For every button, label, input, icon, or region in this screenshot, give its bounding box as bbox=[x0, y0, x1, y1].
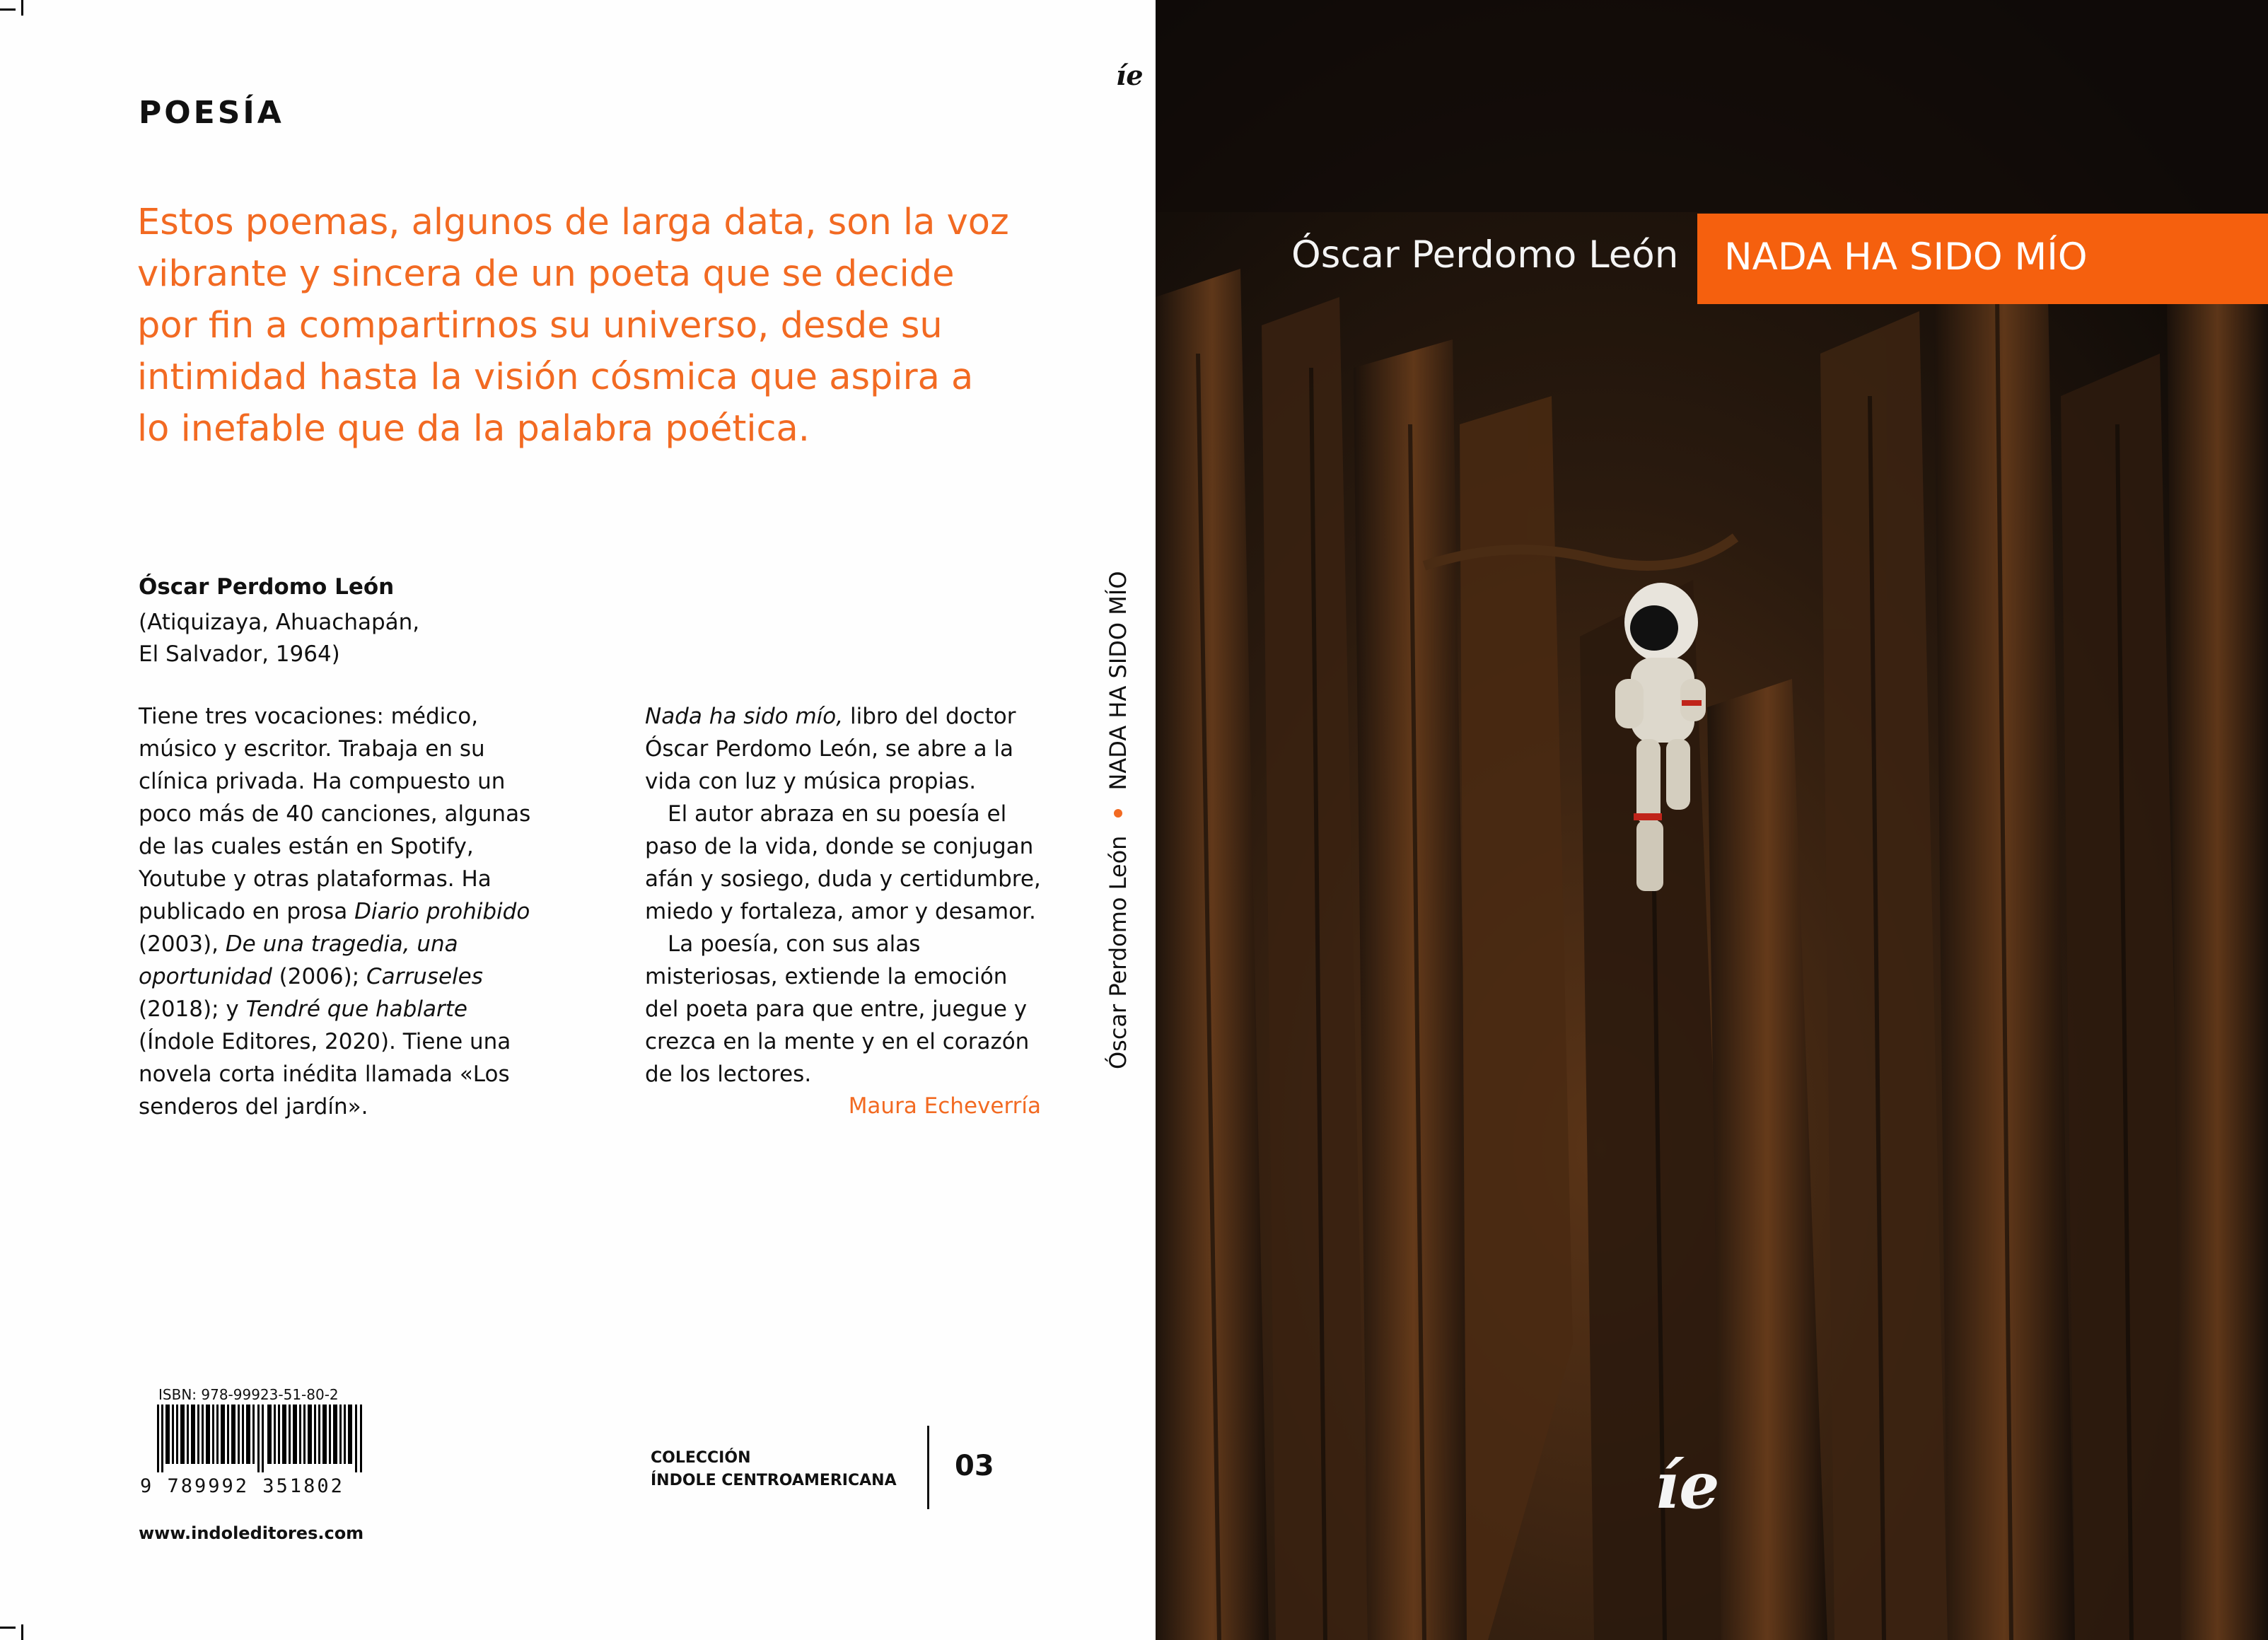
author-origin bbox=[139, 607, 419, 670]
front-title: NADA HA SIDO MÍO bbox=[1724, 235, 2088, 279]
collection-label-line: COLECCIÓN bbox=[651, 1449, 751, 1467]
collection-number: 03 bbox=[955, 1450, 994, 1482]
bio-work-title: Tendré que hablarte bbox=[245, 996, 467, 1022]
spine-author: Óscar Perdomo León bbox=[1105, 835, 1132, 1069]
spine-title: NADA HA SIDO MÍO bbox=[1105, 571, 1132, 791]
review-paragraph: El autor abraza en su poesía el paso de la vida, donde se conjugan afán y sosiego, duda y certidumbre, miedo y fortaleza, amor y desamor. bbox=[645, 801, 1041, 924]
front-publisher-logo: íe bbox=[1655, 1448, 1720, 1523]
author-origin-line: (Atiquizaya, Ahuachapán, bbox=[139, 610, 420, 635]
crop-mark bbox=[0, 8, 16, 11]
bio-text: (2006); bbox=[272, 964, 367, 989]
bio-work-title: Carruseles bbox=[366, 964, 483, 989]
crop-mark bbox=[21, 1624, 23, 1640]
bio-text: (Índole Editores, 2020). Tiene una novela corta inédita llamada «Los senderos del jardín». bbox=[139, 1029, 511, 1119]
author-name: Óscar Perdomo León bbox=[139, 574, 395, 600]
review-text: libro del doctor Óscar Perdomo León, se abre a la vida con luz y música propias. bbox=[645, 704, 1016, 794]
isbn-label: ISBN: 978-99923-51-80-2 bbox=[158, 1386, 339, 1403]
barcode bbox=[157, 1405, 364, 1472]
crop-mark bbox=[0, 1627, 16, 1629]
front-author: Óscar Perdomo León bbox=[1291, 233, 1679, 277]
crop-mark bbox=[21, 0, 23, 16]
collection-divider bbox=[927, 1426, 929, 1509]
bio-work-title: Diario prohibido bbox=[354, 899, 530, 924]
review-paragraph bbox=[645, 700, 1041, 798]
review-book-title: Nada ha sido mío, bbox=[645, 704, 844, 729]
review bbox=[645, 700, 1041, 1091]
bio-text: Tiene tres vocaciones: médico, músico y escritor. Trabaja en su clínica privada. Ha compuesto un poco más de 40 canciones, algunas de las cuales están en Spotify, Youtube y otras plataformas. Ha publicado en prosa bbox=[139, 704, 531, 924]
spine-text bbox=[1100, 532, 1136, 1069]
review-paragraph: La poesía, con sus alas misteriosas, extiende la emoción del poeta para que entre, juegue y crezca en la mente y en el corazón de los lectores. bbox=[645, 931, 1030, 1087]
review-signature: Maura Echeverría bbox=[848, 1093, 1041, 1119]
spine-dot-icon bbox=[1114, 809, 1122, 818]
bio-text: (2003), bbox=[139, 931, 226, 957]
publisher-website[interactable]: www.indoleditores.com bbox=[139, 1523, 364, 1543]
author-bio bbox=[139, 700, 549, 1123]
barcode-digits: 9 789992 351802 bbox=[140, 1475, 344, 1497]
collection-label bbox=[651, 1447, 897, 1492]
spine-publisher-logo: íe bbox=[1116, 59, 1144, 91]
bio-text: (2018); y bbox=[139, 996, 246, 1022]
blurb-text: Estos poemas, algunos de larga data, son la voz vibrante y sincera de un poeta que se decide por fin a compartirnos su universo, desde su intimidad hasta la visión cósmica que aspira a lo inefable que da la palabra poética. bbox=[137, 202, 1009, 450]
collection-label-line: ÍNDOLE CENTROAMERICANA bbox=[651, 1472, 897, 1489]
author-origin-line: El Salvador, 1964) bbox=[139, 641, 340, 667]
genre-label: POESÍA bbox=[139, 95, 284, 131]
bio-work-title: De una tragedia, una oportunidad bbox=[139, 931, 458, 989]
